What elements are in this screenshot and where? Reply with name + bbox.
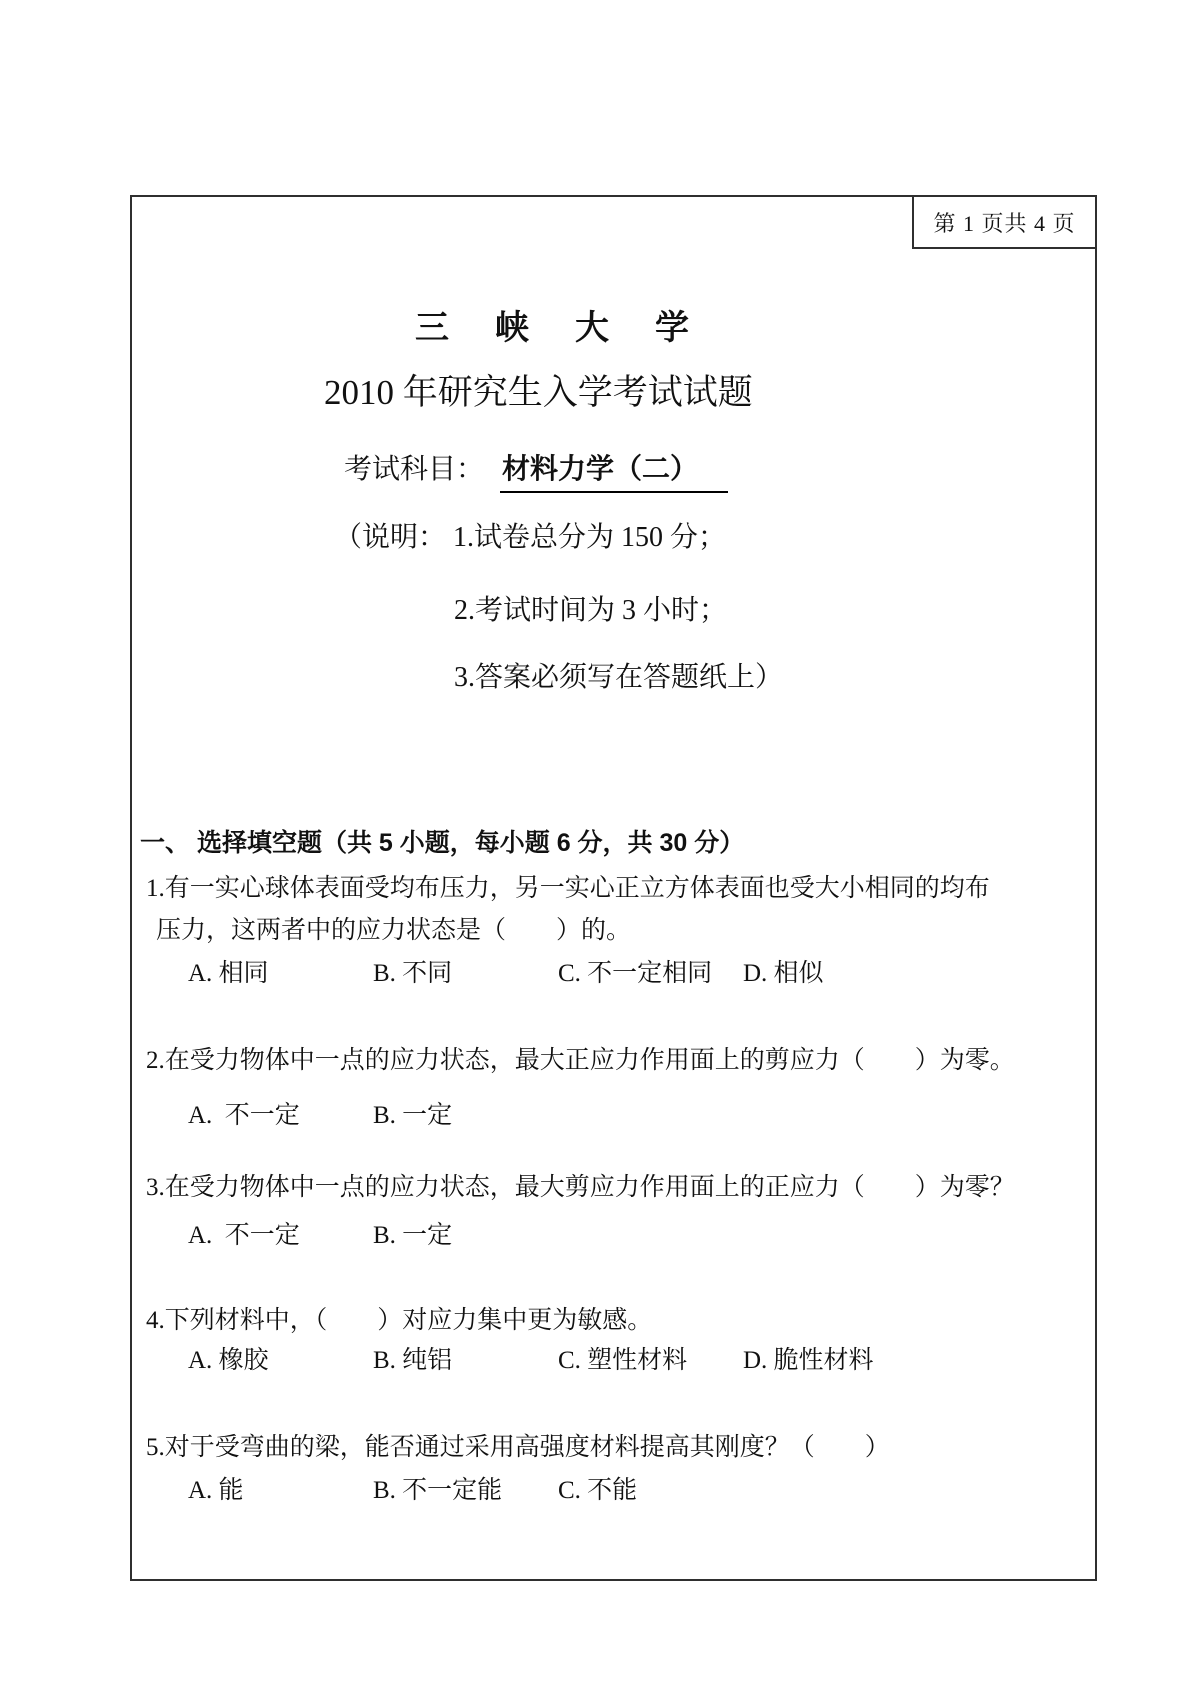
question-5-option-b: B. 不一定能 (373, 1477, 503, 1504)
question-3-options (188, 1215, 452, 1251)
section-1-heading: 一、 选择填空题（共 5 小题，每小题 6 分，共 30 分） (140, 829, 745, 857)
question-4-option-c: C. 塑性材料 (558, 1347, 688, 1374)
question-3-line-1: 3.在受力物体中一点的应力状态，最大剪应力作用面上的正应力（ ）为零？ (146, 1174, 1015, 1201)
exam-title: 2010 年研究生入学考试试题 (324, 373, 753, 412)
subject-label: 考试科目： (344, 454, 485, 485)
question-3-option-a: A. 不一定 (188, 1222, 300, 1249)
question-1-options (188, 953, 824, 989)
question-5-line-1: 5.对于受弯曲的梁，能否通过采用高强度材料提高其刚度？（ ） (146, 1434, 890, 1461)
question-4-options (188, 1340, 874, 1376)
question-2-option-a: A. 不一定 (188, 1102, 300, 1129)
question-5-option-c: C. 不能 (558, 1477, 638, 1504)
question-1-option-c: C. 不一定相同 (558, 960, 713, 987)
question-1-line-1: 1.有一实心球体表面受均布压力，另一实心正立方体表面也受大小相同的均布 (146, 875, 990, 902)
question-3-option-b: B. 一定 (373, 1222, 453, 1249)
question-4-line-1: 4.下列材料中，（ ）对应力集中更为敏感。 (146, 1307, 653, 1334)
question-4-option-d: D. 脆性材料 (743, 1347, 874, 1374)
question-1-option-d: D. 相似 (743, 960, 824, 987)
subject-value: 材料力学（二） (500, 447, 728, 493)
question-5-option-a: A. 能 (188, 1477, 244, 1504)
question-4-option-a: A. 橡胶 (188, 1347, 269, 1374)
question-5-options (188, 1470, 637, 1506)
page-number-text: 第 1 页共 4 页 (933, 210, 1076, 236)
question-1-line-2: 压力，这两者中的应力状态是（ ）的。 (156, 917, 632, 944)
instruction-line-2: 2.考试时间为 3 小时； (454, 595, 728, 626)
question-2-line-1: 2.在受力物体中一点的应力状态，最大正应力作用面上的剪应力（ ）为零。 (146, 1047, 1015, 1074)
question-4-option-b: B. 纯铝 (373, 1347, 453, 1374)
question-1-option-b: B. 不同 (373, 960, 453, 987)
subject-line (344, 447, 728, 493)
page-number-box (912, 195, 1097, 249)
question-2-option-b: B. 一定 (373, 1102, 453, 1129)
university-title: 三 峡 大 学 (415, 309, 695, 347)
question-2-options (188, 1095, 452, 1131)
page-border (130, 195, 1097, 1581)
instruction-line-3: 3.答案必须写在答题纸上） (454, 662, 784, 693)
instruction-line-1: （说明： 1.试卷总分为 150 分； (334, 522, 727, 553)
question-1-option-a: A. 相同 (188, 960, 269, 987)
